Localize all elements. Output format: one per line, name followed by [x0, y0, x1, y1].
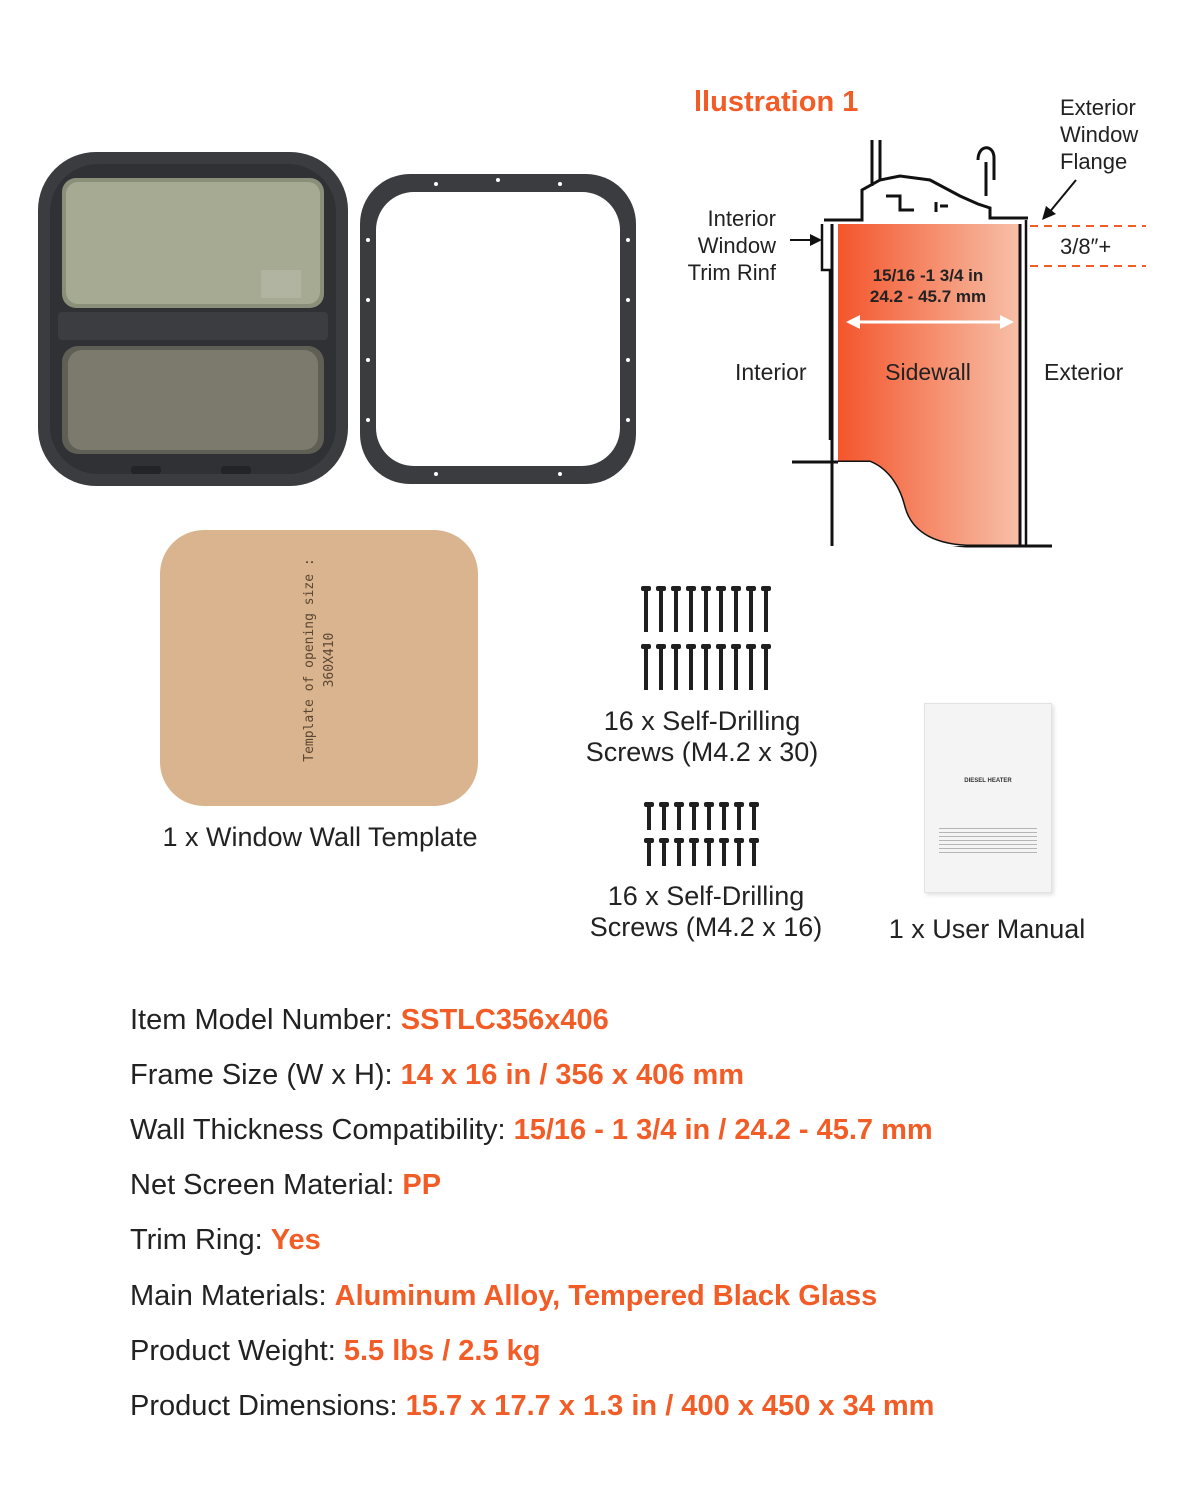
trim-ring-image [356, 170, 640, 488]
rv-window-image [36, 150, 352, 490]
spec-frame-size: Frame Size (W x H): 14 x 16 in / 356 x 406 mm [130, 1059, 745, 1091]
spec-product-weight: Product Weight: 5.5 lbs / 2.5 kg [130, 1335, 541, 1367]
spec-main-materials: Main Materials: Aluminum Alloy, Tempered Black Glass [130, 1280, 878, 1312]
spec-model-number: Item Model Number: SSTLC356x406 [130, 1004, 609, 1036]
exterior-label: Exterior [1044, 359, 1124, 385]
user-manual-image [924, 703, 1052, 893]
spec-trim-ring: Trim Ring: Yes [130, 1224, 321, 1256]
sidewall-label: Sidewall [885, 359, 971, 385]
short-screws-image [640, 800, 774, 872]
wall-cross-section-diagram [790, 140, 1150, 550]
interior-window-trim-label: Interior Window Trim Rinf [687, 206, 776, 285]
spec-net-screen-material: Net Screen Material: PP [130, 1169, 442, 1201]
long-screws-image [636, 584, 776, 696]
short-screws-caption: 16 x Self-Drilling Screws (M4.2 x 16) [589, 881, 823, 943]
exterior-window-flange-label: Exterior Window Flange [1060, 95, 1139, 174]
template-print-text: Template of opening size : 360X410 [302, 558, 337, 762]
interior-label: Interior [735, 359, 807, 385]
long-screws-caption: 16 x Self-Drilling Screws (M4.2 x 30) [585, 706, 819, 768]
wall-range-mm-label: 24.2 - 45.7 mm [869, 287, 987, 306]
spec-product-dimensions: Product Dimensions: 15.7 x 17.7 x 1.3 in / 400 x 450 x 34 mm [130, 1390, 935, 1422]
manual-title: DIESEL HEATER [964, 778, 1012, 784]
illustration-title: llustration 1 [694, 86, 859, 118]
wall-range-in-label: 15/16 -1 3/4 in [872, 266, 984, 285]
spec-wall-thickness: Wall Thickness Compatibility: 15/16 - 1 3/4 in / 24.2 - 45.7 mm [130, 1114, 933, 1146]
manual-caption: 1 x User Manual [888, 914, 1086, 944]
template-caption: 1 x Window Wall Template [162, 822, 478, 852]
manual-text-block [939, 828, 1037, 854]
flange-dimension-label: 3/8″+ [1060, 234, 1112, 259]
